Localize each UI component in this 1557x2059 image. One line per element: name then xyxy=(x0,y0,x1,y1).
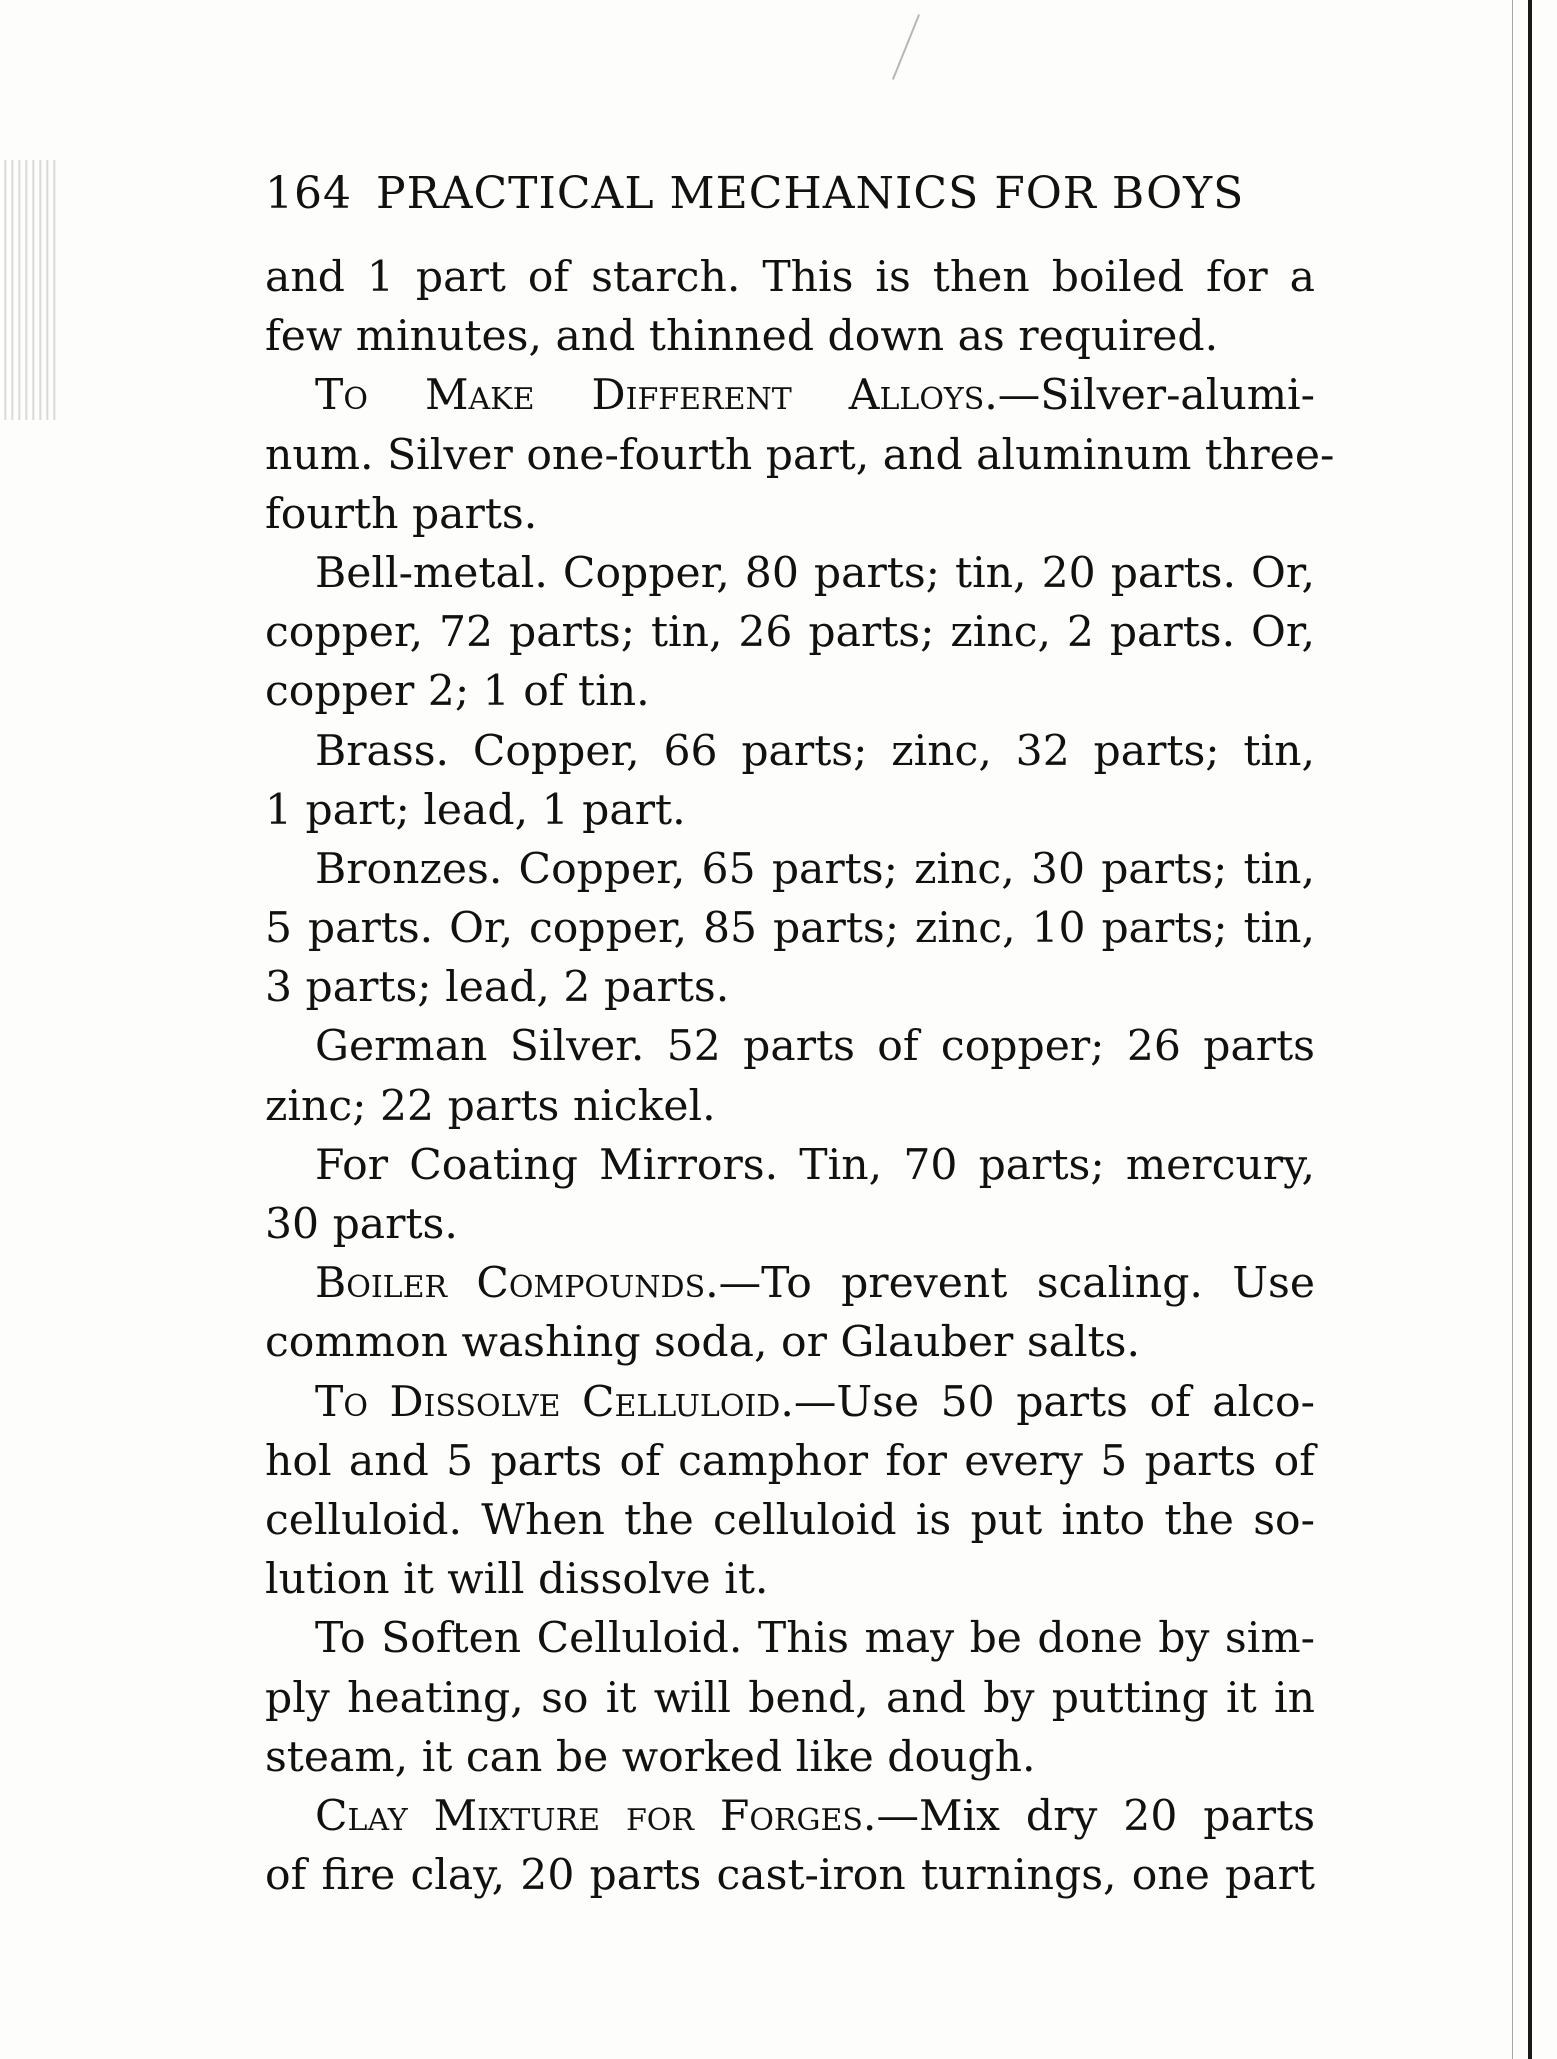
text-line: fourth parts. xyxy=(265,489,538,539)
text-line: Bell-metal. Copper, 80 parts; tin, 20 parts. Or, xyxy=(315,548,1315,598)
running-head xyxy=(265,168,1315,219)
text-line: lution it will dissolve it. xyxy=(265,1555,769,1605)
binding-edge-shadow xyxy=(0,160,60,420)
body-text xyxy=(265,248,1335,1905)
section-heading-line: To Make Different Alloys.—Silver-alumi- xyxy=(315,371,1315,421)
text-line: few minutes, and thinned down as required. xyxy=(265,312,1219,362)
text-line: of fire clay, 20 parts cast-iron turnings, one part xyxy=(265,1851,1315,1901)
text-line: hol and 5 parts of camphor for every 5 parts of xyxy=(265,1436,1315,1486)
text-line: common washing soda, or Glauber salts. xyxy=(265,1318,1140,1368)
text-line: For Coating Mirrors. Tin, 70 parts; mercury, xyxy=(315,1140,1315,1190)
text-line: zinc; 22 parts nickel. xyxy=(265,1081,716,1131)
pencil-mark xyxy=(892,14,920,80)
section-heading: Clay Mixture for Forges. xyxy=(315,1791,877,1841)
text-line: 30 parts. xyxy=(265,1200,458,1249)
text-line: 3 parts; lead, 2 parts. xyxy=(265,963,730,1013)
text-line: steam, it can be worked like dough. xyxy=(265,1732,1036,1782)
page-number: 164 xyxy=(265,168,352,219)
section-heading-line: To Dissolve Celluloid.—Use 50 parts of alco- xyxy=(315,1377,1315,1427)
running-title: PRACTICAL MECHANICS FOR BOYS xyxy=(375,168,1245,219)
text-line: ply heating, so it will bend, and by putting it in xyxy=(265,1673,1315,1723)
text-line: 1 part; lead, 1 part. xyxy=(265,785,686,835)
text-line: German Silver. 52 parts of copper; 26 parts xyxy=(315,1022,1315,1072)
page-edge-line-inner xyxy=(1512,0,1513,2059)
text-line: and 1 part of starch. This is then boiled for a xyxy=(265,253,1315,302)
text-line: 5 parts. Or, copper, 85 parts; zinc, 10 parts; tin, xyxy=(265,904,1315,954)
text-line: copper 2; 1 of tin. xyxy=(265,667,650,717)
text-line: Bronzes. Copper, 65 parts; zinc, 30 parts; tin, xyxy=(315,844,1315,894)
text-line: copper, 72 parts; tin, 26 parts; zinc, 2 parts. Or, xyxy=(265,608,1315,658)
text-line: To Soften Celluloid. This may be done by sim- xyxy=(315,1614,1315,1664)
text-line: num. Silver one-fourth part, and aluminum three- xyxy=(265,430,1335,480)
text-line: Brass. Copper, 66 parts; zinc, 32 parts; tin, xyxy=(315,726,1315,776)
section-heading-line: Clay Mixture for Forges.—Mix dry 20 parts xyxy=(315,1791,1316,1841)
section-heading: To Make Different Alloys. xyxy=(315,371,998,421)
section-heading: Boiler Compounds. xyxy=(315,1259,719,1309)
page-edge-line xyxy=(1528,0,1532,2059)
section-heading: To Dissolve Celluloid. xyxy=(315,1377,794,1427)
text-line: celluloid. When the celluloid is put into the so- xyxy=(265,1495,1315,1545)
section-heading-line: Boiler Compounds.—To prevent scaling. Use xyxy=(315,1259,1315,1309)
